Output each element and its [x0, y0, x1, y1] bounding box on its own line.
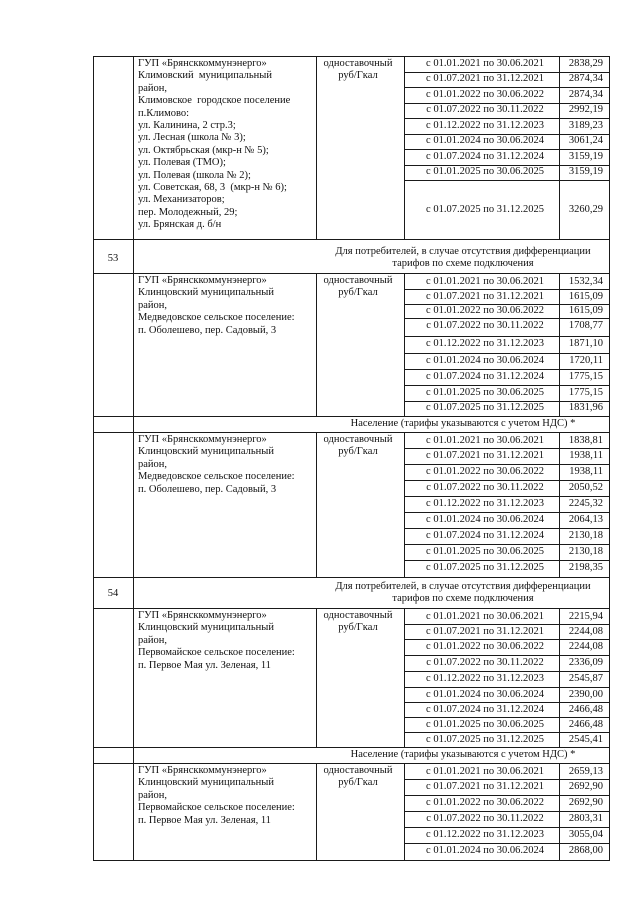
tariff-type-cell: одноставочный руб/Гкал	[323, 58, 393, 82]
period-cell: с 01.01.2022 по 30.06.2022	[426, 797, 544, 808]
org-cell: ГУП «Брянсккоммунэнерго» Клинцовский муниципальный район, Первомайское сельское поселение: п. Первое Мая ул. Зеленая, 11	[138, 765, 295, 826]
value-cell: 2215,94	[568, 611, 603, 622]
value-cell: 2198,35	[568, 562, 603, 573]
period-cell: с 01.07.2025 по 31.12.2025	[426, 402, 544, 413]
period-cell: с 01.07.2025 по 31.12.2025	[426, 562, 544, 573]
value-cell: 1532,34	[568, 276, 603, 287]
value-cell: 1775,15	[568, 371, 603, 382]
value-cell: 2659,13	[568, 766, 603, 777]
population-header: Население (тарифы указываются с учетом НДС) *	[350, 749, 576, 760]
value-cell: 2868,00	[568, 845, 603, 856]
value-cell: 2130,18	[568, 546, 603, 557]
period-cell: с 01.01.2022 по 30.06.2022	[426, 89, 544, 100]
period-cell: с 01.12.2022 по 31.12.2023	[426, 829, 544, 840]
org-cell: ГУП «Брянсккоммунэнерго» Климовский муниципальный район, Климовское городское поселение п.Климово: ул. Калинина, 2 стр.3; ул. Лесная (школа № 3); ул. Октябрьская (мкр-н № 5); ул. Полевая (ТМО); ул. Полевая (школа № 2); ул. Советская, 68, 3 (мкр-н № 6); ул. Механизаторов; пер. Молодежный, 29; ул. Брянская д. б/н	[138, 58, 291, 231]
value-cell: 2874,34	[568, 89, 603, 100]
period-cell: с 01.12.2022 по 31.12.2023	[426, 120, 544, 131]
value-cell: 2050,52	[568, 482, 603, 493]
value-cell: 2992,19	[568, 104, 603, 115]
period-cell: с 01.07.2024 по 31.12.2024	[426, 704, 544, 715]
value-cell: 2692,90	[568, 797, 603, 808]
value-cell: 3260,29	[568, 204, 603, 215]
section-header: Для потребителей, в случае отсутствия дифференциации тарифов по схеме подключения	[335, 246, 591, 270]
period-cell: с 01.01.2021 по 30.06.2021	[426, 611, 544, 622]
period-cell: с 01.01.2024 по 30.06.2024	[426, 355, 544, 366]
period-cell: с 01.07.2025 по 31.12.2025	[426, 204, 544, 215]
period-cell: с 01.07.2024 по 31.12.2024	[426, 151, 544, 162]
value-cell: 1938,11	[569, 466, 603, 477]
period-cell: с 01.01.2024 по 30.06.2024	[426, 135, 544, 146]
value-cell: 1871,10	[568, 338, 603, 349]
period-cell: с 01.12.2022 по 31.12.2023	[426, 673, 544, 684]
value-cell: 1708,77	[568, 320, 603, 331]
value-cell: 2336,09	[568, 657, 603, 668]
value-cell: 3061,24	[568, 135, 603, 146]
tariff-type-cell: одноставочный руб/Гкал	[323, 610, 393, 634]
section-header: Для потребителей, в случае отсутствия дифференциации тарифов по схеме подключения	[335, 581, 591, 605]
period-cell: с 01.07.2022 по 30.11.2022	[426, 482, 544, 493]
tariff-type-cell: одноставочный руб/Гкал	[323, 765, 393, 789]
period-cell: с 01.01.2022 по 30.06.2022	[426, 305, 544, 316]
period-cell: с 01.07.2021 по 31.12.2021	[426, 73, 544, 84]
value-cell: 3159,19	[568, 151, 603, 162]
period-cell: с 01.01.2024 по 30.06.2024	[426, 845, 544, 856]
row-number: 54	[107, 588, 119, 599]
period-cell: с 01.01.2025 по 30.06.2025	[426, 166, 544, 177]
period-cell: с 01.01.2022 по 30.06.2022	[426, 641, 544, 652]
period-cell: с 01.01.2021 по 30.06.2021	[426, 435, 544, 446]
value-cell: 2545,41	[568, 734, 603, 745]
value-cell: 2064,13	[568, 514, 603, 525]
value-cell: 1775,15	[568, 387, 603, 398]
period-cell: с 01.01.2025 по 30.06.2025	[426, 719, 544, 730]
row-number: 53	[107, 253, 119, 264]
value-cell: 2466,48	[568, 704, 603, 715]
period-cell: с 01.01.2022 по 30.06.2022	[426, 466, 544, 477]
population-header: Население (тарифы указываются с учетом НДС) *	[350, 418, 576, 429]
value-cell: 2803,31	[568, 813, 603, 824]
value-cell: 2244,08	[568, 626, 603, 637]
period-cell: с 01.07.2024 по 31.12.2024	[426, 530, 544, 541]
value-cell: 1615,09	[568, 305, 603, 316]
period-cell: с 01.07.2024 по 31.12.2024	[426, 371, 544, 382]
value-cell: 3055,04	[568, 829, 603, 840]
period-cell: с 01.01.2021 по 30.06.2021	[426, 276, 544, 287]
value-cell: 1838,81	[568, 435, 603, 446]
value-cell: 1720,11	[569, 355, 603, 366]
period-cell: с 01.07.2021 по 31.12.2021	[426, 291, 544, 302]
period-cell: с 01.07.2021 по 31.12.2021	[426, 450, 544, 461]
value-cell: 2838,29	[568, 58, 603, 69]
value-cell: 2545,87	[568, 673, 603, 684]
period-cell: с 01.07.2022 по 30.11.2022	[426, 813, 544, 824]
tariff-type-cell: одноставочный руб/Гкал	[323, 275, 393, 299]
period-cell: с 01.07.2021 по 31.12.2021	[426, 781, 544, 792]
value-cell: 2390,00	[568, 689, 603, 700]
period-cell: с 01.01.2025 по 30.06.2025	[426, 387, 544, 398]
period-cell: с 01.12.2022 по 31.12.2023	[426, 498, 544, 509]
value-cell: 2874,34	[568, 73, 603, 84]
period-cell: с 01.12.2022 по 31.12.2023	[426, 338, 544, 349]
value-cell: 1831,96	[568, 402, 603, 413]
period-cell: с 01.01.2025 по 30.06.2025	[426, 546, 544, 557]
period-cell: с 01.01.2024 по 30.06.2024	[426, 689, 544, 700]
period-cell: с 01.07.2022 по 30.11.2022	[426, 320, 544, 331]
org-cell: ГУП «Брянсккоммунэнерго» Клинцовский муниципальный район, Первомайское сельское поселение: п. Первое Мая ул. Зеленая, 11	[138, 610, 295, 671]
value-cell: 2466,48	[568, 719, 603, 730]
org-cell: ГУП «Брянсккоммунэнерго» Клинцовский муниципальный район, Медведовское сельское поселение: п. Оболешево, пер. Садовый, 3	[138, 434, 295, 495]
period-cell: с 01.01.2021 по 30.06.2021	[426, 766, 544, 777]
value-cell: 1615,09	[568, 291, 603, 302]
value-cell: 3189,23	[568, 120, 603, 131]
tariff-type-cell: одноставочный руб/Гкал	[323, 434, 393, 458]
period-cell: с 01.07.2022 по 30.11.2022	[426, 657, 544, 668]
period-cell: с 01.01.2024 по 30.06.2024	[426, 514, 544, 525]
org-cell: ГУП «Брянсккоммунэнерго» Клинцовский муниципальный район, Медведовское сельское поселение: п. Оболешево, пер. Садовый, 3	[138, 275, 295, 336]
period-cell: с 01.07.2025 по 31.12.2025	[426, 734, 544, 745]
period-cell: с 01.01.2021 по 30.06.2021	[426, 58, 544, 69]
value-cell: 2244,08	[568, 641, 603, 652]
period-cell: с 01.07.2021 по 31.12.2021	[426, 626, 544, 637]
value-cell: 1938,11	[569, 450, 603, 461]
value-cell: 2692,90	[568, 781, 603, 792]
period-cell: с 01.07.2022 по 30.11.2022	[426, 104, 544, 115]
value-cell: 3159,19	[568, 166, 603, 177]
value-cell: 2245,32	[568, 498, 603, 509]
value-cell: 2130,18	[568, 530, 603, 541]
